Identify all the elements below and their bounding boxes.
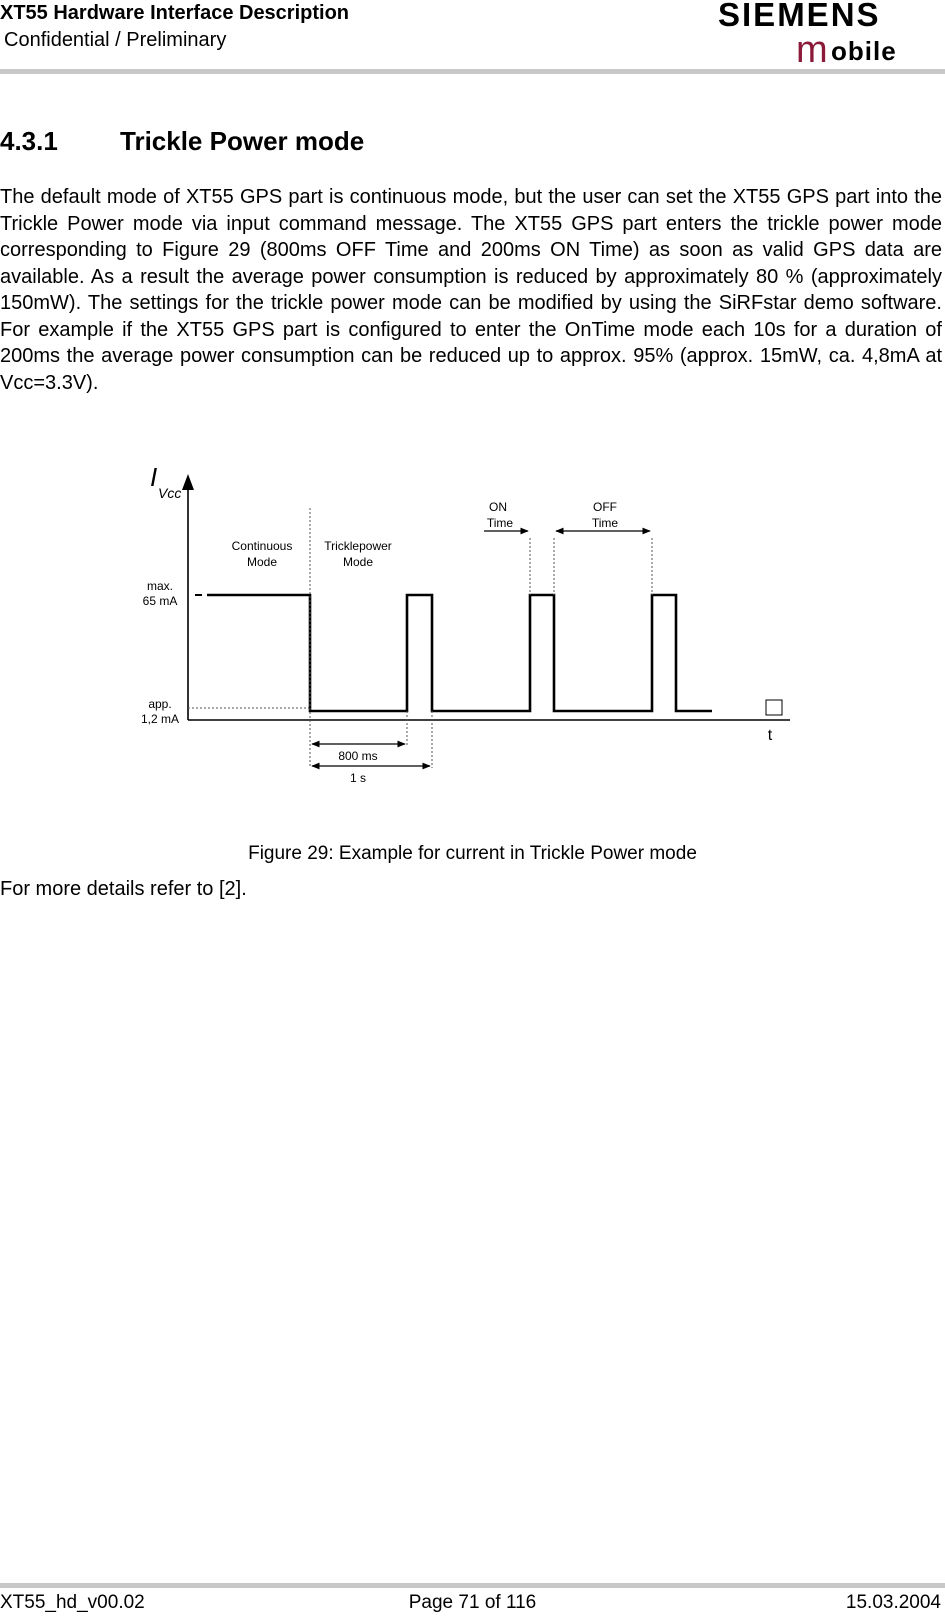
trickle-mode-label-2: Mode — [342, 555, 374, 569]
trickle-mode-label: Tricklepower — [324, 539, 392, 553]
section-number: 4.3.1 — [0, 126, 58, 156]
y-axis-subscript: Vcc — [158, 485, 182, 501]
reference-note: For more details refer to [2]. — [0, 878, 247, 900]
header-rule — [0, 69, 945, 74]
svg-text:SIEMENS: SIEMENS — [718, 0, 881, 33]
min-value: 1,2 mA — [140, 712, 180, 726]
off-time-label-2: Time — [591, 516, 619, 530]
document-title: XT55 Hardware Interface Description — [0, 2, 350, 24]
footer-page-number: Page 71 of 116 — [408, 1592, 537, 1613]
min-label: app. — [148, 697, 172, 711]
trickle-power-diagram — [130, 458, 830, 803]
footer-date: 15.03.2004 — [845, 1592, 941, 1613]
siemens-mobile-logo — [718, 0, 940, 68]
x-axis-end-box — [766, 700, 782, 715]
svg-text:obile: obile — [831, 36, 897, 66]
max-label: max. — [146, 579, 174, 593]
footer-doc-id: XT55_hd_v00.02 — [0, 1592, 145, 1613]
on-time-label: ON — [489, 500, 507, 514]
section-title: Trickle Power mode — [120, 126, 365, 156]
y-axis-arrow — [182, 474, 194, 490]
x-axis-label: t — [767, 727, 773, 744]
dim-1s-label: 1 s — [349, 771, 367, 785]
max-value: 65 mA — [142, 594, 178, 608]
off-time-label: OFF — [593, 500, 617, 514]
y-axis-label: I — [150, 462, 158, 492]
section-heading — [0, 126, 364, 157]
svg-text:m: m — [796, 29, 828, 68]
figure-caption: Figure 29: Example for current in Trickle Power mode — [248, 843, 697, 864]
body-paragraph: The default mode of XT55 GPS part is continuous mode, but the user can set the XT55 GPS part into the Trickle Power mode via input command message. The XT55 GPS part enters the trickle power mode corresponding to Figure 29 (800ms OFF Time and 200ms ON Time) as soon as valid GPS data are available. As a result the average power consumption is reduced by approximately 80 % (approximately 150mW). The settings for the trickle power mode can be modified by using the SiRFstar demo software. For example if the XT55 GPS part is configured to enter the OnTime mode each 10s for a duration of 200ms the average power consumption can be reduced up to approx. 95% (approx. 15mW, ca. 4,8mA at Vcc=3.3V). — [0, 186, 942, 394]
footer-rule — [0, 1583, 945, 1588]
continuous-mode-label-2: Mode — [246, 555, 278, 569]
dim-800ms-label: 800 ms — [338, 749, 378, 763]
continuous-mode-label: Continuous — [231, 539, 293, 553]
document-subtitle: Confidential / Preliminary — [4, 29, 227, 51]
current-waveform — [207, 595, 712, 711]
on-time-label-2: Time — [486, 516, 514, 530]
